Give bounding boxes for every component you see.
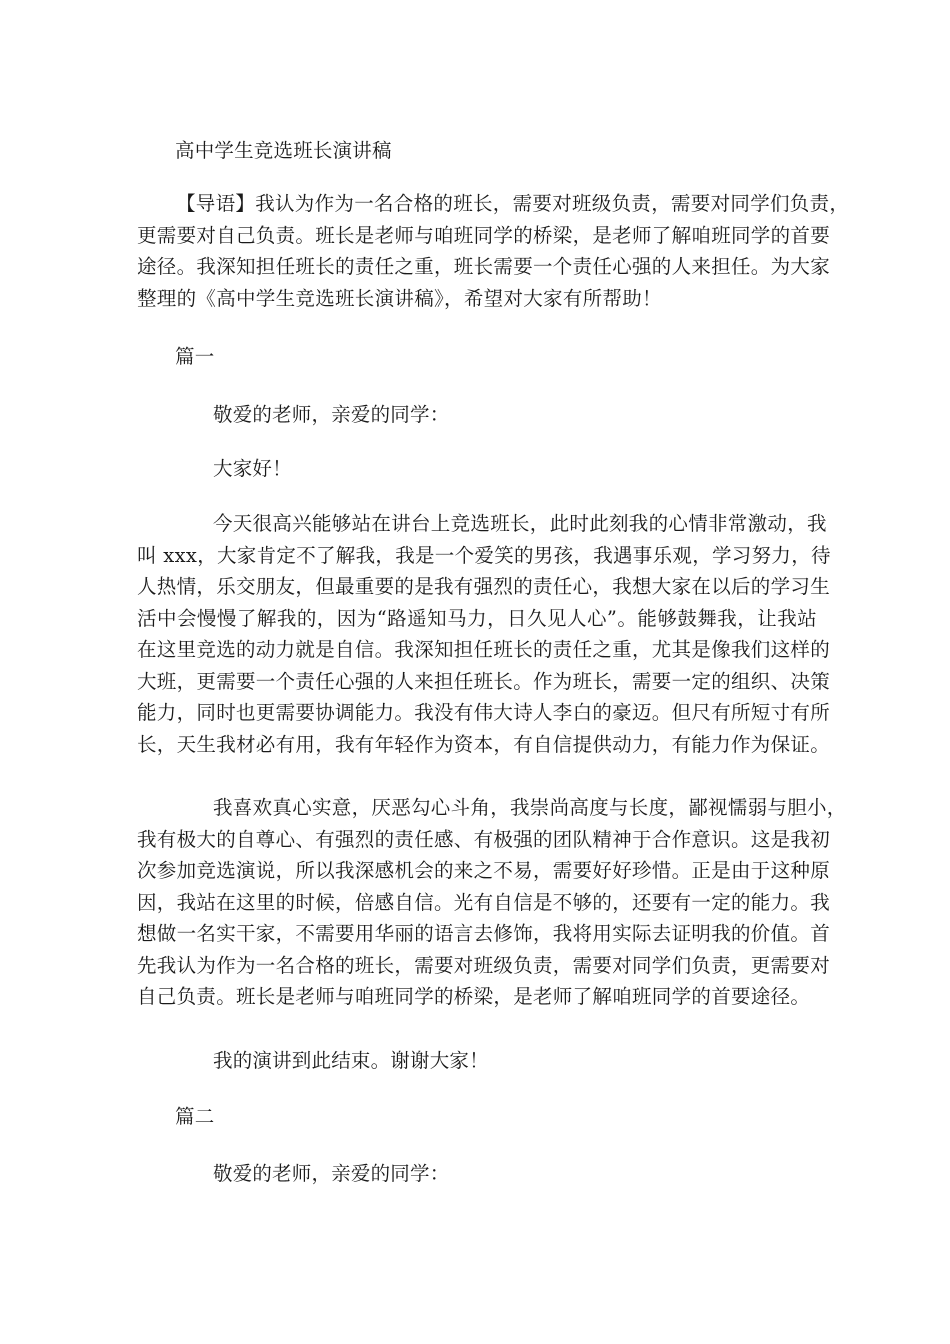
paragraph-line: 想做一名实干家，不需要用华丽的语言去修饰，我将用实际去证明我的价值。首 [137, 922, 831, 945]
paragraph-line: 因，我站在这里的时候，倍感自信。光有自信是不够的，还要有一定的能力。我 [137, 890, 831, 914]
intro-paragraph [137, 188, 850, 314]
paragraph-line: 在这里竞选的动力就是自信。我深知担任班长的责任之重，尤其是像我们这样的 [137, 638, 831, 661]
paragraph-line: 大班，更需要一个责任心强的人来担任班长。作为班长，需要一定的组织、决策 [137, 669, 831, 693]
paragraph-line: 次参加竞选演说，所以我深感机会的来之不易，需要好好珍惜。正是由于这种原 [137, 859, 831, 882]
paragraph-line: 活中会慢慢了解我的，因为“路遥知马力，日久见人心”。能够鼓舞我，让我站 [137, 606, 817, 630]
paragraph-line: 我有极大的自尊心、有强烈的责任感、有极强的团队精神于合作意识。这是我初 [137, 827, 831, 851]
intro-line: 途径。我深知担任班长的责任之重，班长需要一个责任心强的人来担任。为大家 [137, 255, 831, 278]
intro-line: 更需要对自己负责。班长是老师与咱班同学的桥梁，是老师了解咱班同学的首要 [137, 223, 831, 247]
salutation-1: 敬爱的老师，亲爱的同学： [213, 403, 450, 426]
paragraph-line: 人热情，乐交朋友，但最重要的是我有强烈的责任心，我想大家在以后的学习生 [137, 575, 831, 598]
greeting: 大家好！ [213, 457, 292, 480]
document-title: 高中学生竞选班长演讲稿 [175, 139, 392, 162]
paragraph-line: 长，天生我材必有用，我有年轻作为资本，有自信提供动力，有能力作为保证。 [137, 732, 831, 756]
intro-line: 整理的《高中学生竞选班长演讲稿》，希望对大家有所帮助！ [137, 286, 662, 310]
paragraph-line: 叫 xxx，大家肯定不了解我，我是一个爱笑的男孩，我遇事乐观，学习努力，待 [137, 543, 831, 567]
paragraph-line: 自己负责。班长是老师与咱班同学的桥梁，是老师了解咱班同学的首要途径。 [137, 985, 811, 1008]
paragraph-line: 先我认为作为一名合格的班长，需要对班级负责，需要对同学们负责，更需要对 [137, 953, 831, 977]
body-paragraph-2 [137, 792, 847, 1013]
section-heading-2: 篇二 [175, 1105, 215, 1128]
salutation-2: 敬爱的老师，亲爱的同学： [213, 1162, 450, 1185]
section-heading-1: 篇一 [175, 345, 215, 368]
closing-line: 我的演讲到此结束。谢谢大家！ [213, 1049, 489, 1072]
paragraph-line: 我喜欢真心实意，厌恶勾心斗角，我崇尚高度与长度，鄙视懦弱与胆小， [213, 796, 847, 819]
paragraph-line: 能力，同时也更需要协调能力。我没有伟大诗人李白的豪迈。但尺有所短寸有所 [137, 701, 831, 724]
paragraph-line: 今天很高兴能够站在讲台上竞选班长，此时此刻我的心情非常激动，我 [213, 512, 827, 535]
intro-line: 【导语】我认为作为一名合格的班长，需要对班级负责，需要对同学们负责， [176, 192, 850, 215]
body-paragraph-1 [137, 508, 831, 760]
